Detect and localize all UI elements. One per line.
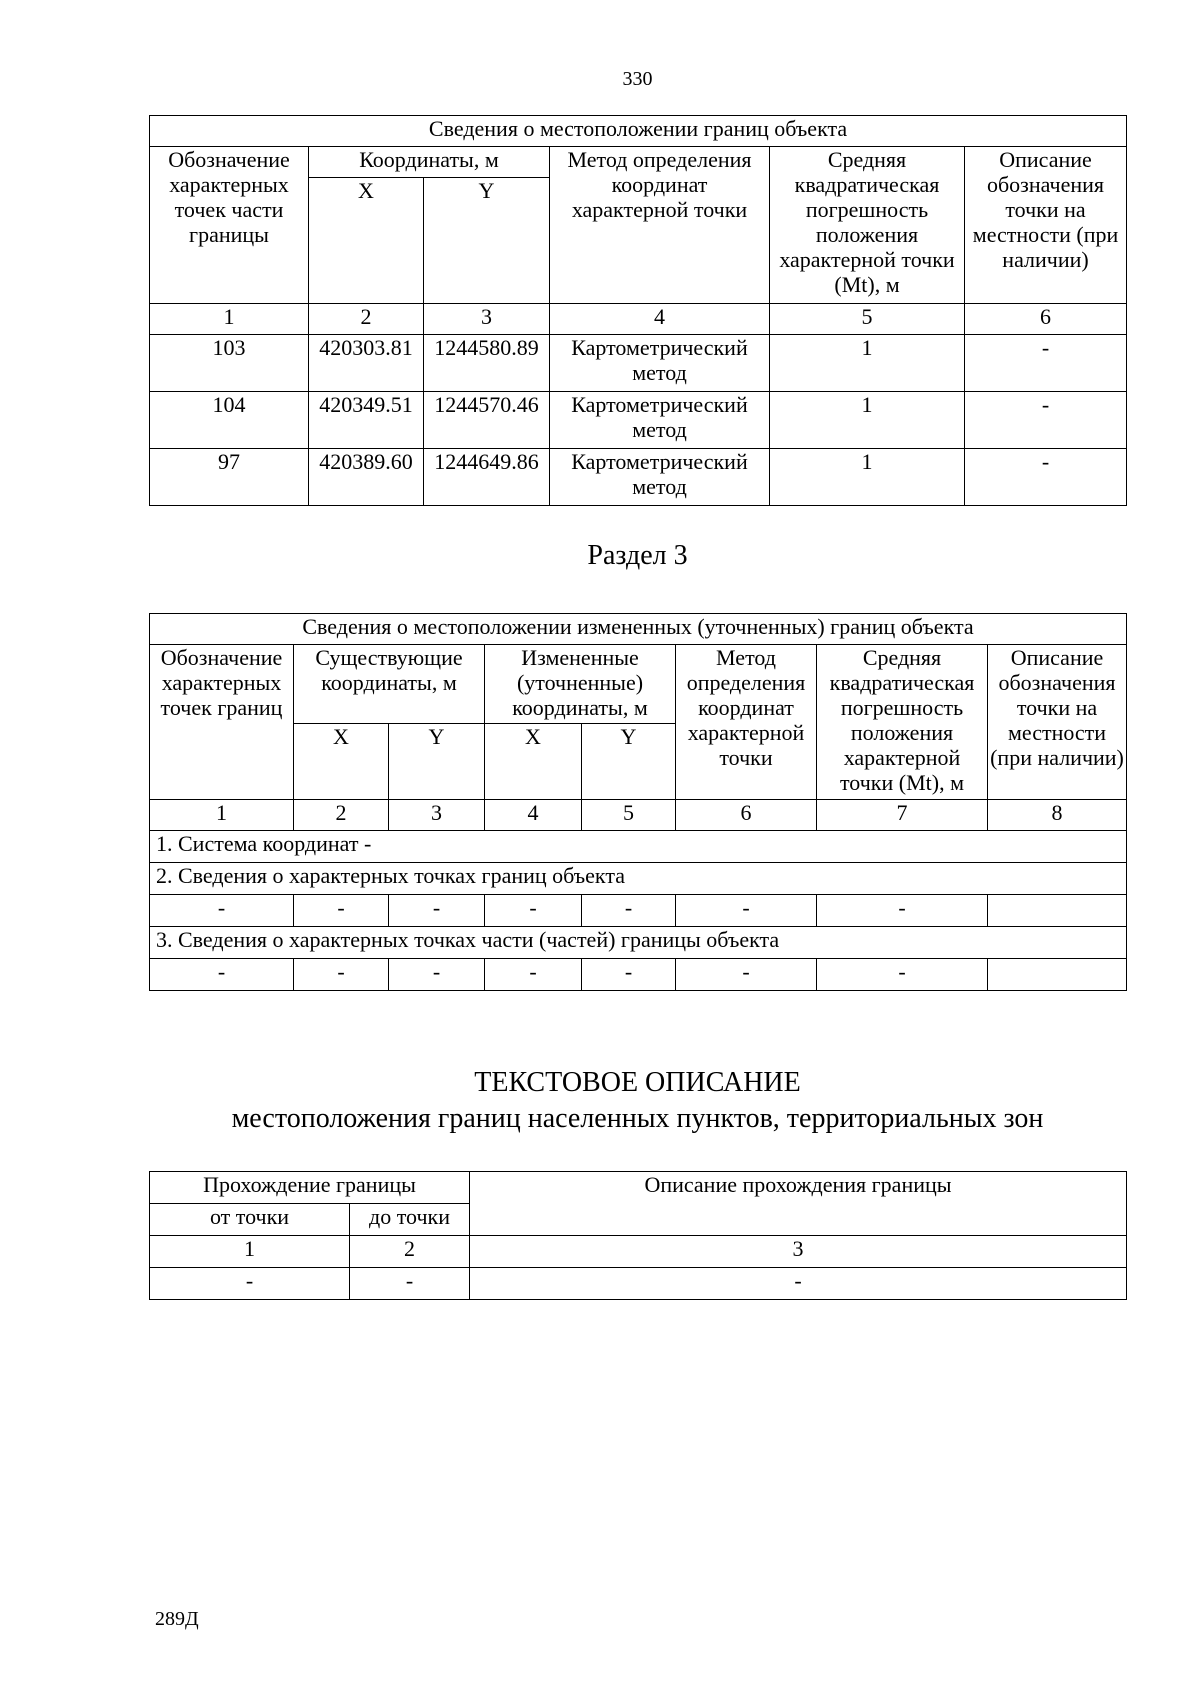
header-method: Метод определения координат характерной точки [676,645,817,800]
header-point: Обозначение характерных точек части границы [150,147,309,304]
header-to-point: до точки [350,1204,470,1236]
table-row [150,392,1127,449]
cell: - [676,959,817,991]
cell-error: 1 [770,335,965,392]
col-number: 1 [150,304,309,335]
table-row [150,1268,1127,1300]
cell-point: 104 [150,392,309,449]
header-x: X [309,178,424,304]
col-number: 2 [309,304,424,335]
header-x: X [294,724,389,800]
col-number: 4 [550,304,770,335]
cell [988,895,1127,927]
header-y: Y [389,724,485,800]
header-y: Y [424,178,550,304]
col-number: 5 [582,800,676,831]
col-number: 3 [424,304,550,335]
boundary-location-table [149,115,1127,506]
col-number: 3 [470,1236,1127,1268]
cell: - [294,895,389,927]
footer-code: 289Д [155,1608,199,1630]
row-parts-title: 3. Сведения о характерных точках части (частей) границы объекта [150,927,1127,959]
changed-boundary-table [149,613,1127,991]
cell [988,959,1127,991]
col-number: 5 [770,304,965,335]
page-number: 330 [622,68,653,90]
description-subtitle: местоположения границ населенных пунктов, территориальных зон [231,1103,1044,1134]
col-number: 8 [988,800,1127,831]
col-number: 6 [676,800,817,831]
cell: - [582,895,676,927]
cell: - [389,959,485,991]
col-number: 1 [150,1236,350,1268]
header-description: Описание обозначения точки на местности (при наличии) [965,147,1127,304]
section-title: Раздел 3 [587,540,688,571]
header-existing-coordinates: Существующие координаты, м [294,645,485,724]
header-method: Метод определения координат характерной точки [550,147,770,304]
cell: - [582,959,676,991]
header-error: Средняя квадратическая погрешность положения характерной точки (Mt), м [770,147,965,304]
cell: - [817,959,988,991]
cell: - [150,1268,350,1300]
cell-method: Картометрический метод [550,449,770,506]
header-description: Описание обозначения точки на местности (при наличии) [988,645,1127,800]
cell-point: 103 [150,335,309,392]
col-number: 7 [817,800,988,831]
cell-description: - [965,335,1127,392]
cell: - [350,1268,470,1300]
table-row [150,335,1127,392]
header-from-point: от точки [150,1204,350,1236]
cell-point: 97 [150,449,309,506]
cell: - [817,895,988,927]
table-row [150,895,1127,927]
row-coordinate-system: 1. Система координат - [150,831,1127,863]
description-title: ТЕКСТОВОЕ ОПИСАНИЕ [474,1067,801,1098]
cell: - [676,895,817,927]
header-coordinates: Координаты, м [309,147,550,178]
col-number: 2 [350,1236,470,1268]
cell-x: 420349.51 [309,392,424,449]
cell-y: 1244570.46 [424,392,550,449]
cell: - [150,895,294,927]
cell-description: - [965,449,1127,506]
header-error: Средняя квадратическая погрешность положения характерной точки (Mt), м [817,645,988,800]
cell-x: 420303.81 [309,335,424,392]
col-number: 3 [389,800,485,831]
table-row [150,449,1127,506]
cell-method: Картометрический метод [550,335,770,392]
table-caption: Сведения о местоположении границ объекта [150,116,1127,147]
cell: - [294,959,389,991]
col-number: 6 [965,304,1127,335]
cell-error: 1 [770,392,965,449]
table-row [150,959,1127,991]
cell-y: 1244649.86 [424,449,550,506]
col-number: 2 [294,800,389,831]
cell: - [150,959,294,991]
header-changed-coordinates: Измененные (уточненные) координаты, м [485,645,676,724]
boundary-description-table [149,1171,1127,1300]
cell-method: Картометрический метод [550,392,770,449]
cell: - [485,895,582,927]
col-number: 4 [485,800,582,831]
cell-description: - [965,392,1127,449]
header-passage-description: Описание прохождения границы [470,1172,1127,1236]
cell-x: 420389.60 [309,449,424,506]
cell-y: 1244580.89 [424,335,550,392]
row-points-title: 2. Сведения о характерных точках границ объекта [150,863,1127,895]
header-point: Обозначение характерных точек границ [150,645,294,800]
cell-error: 1 [770,449,965,506]
header-passage: Прохождение границы [150,1172,470,1204]
header-y: Y [582,724,676,800]
cell: - [389,895,485,927]
cell: - [470,1268,1127,1300]
col-number: 1 [150,800,294,831]
header-x: X [485,724,582,800]
cell: - [485,959,582,991]
table-caption: Сведения о местоположении измененных (уточненных) границ объекта [150,614,1127,645]
